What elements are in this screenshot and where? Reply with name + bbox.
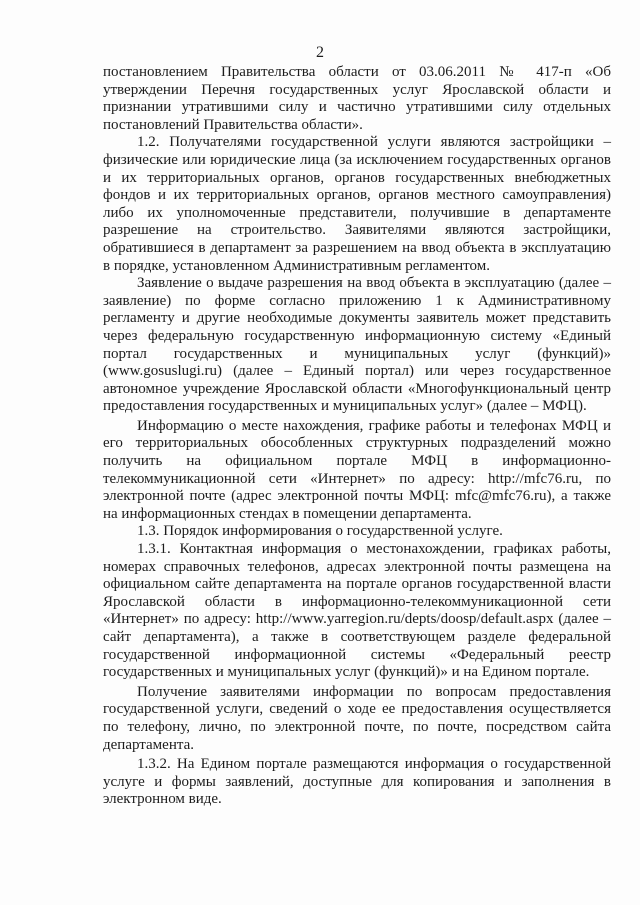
paragraph-1-3-2-portal: 1.3.2. На Едином портале размещаются информация о государственной услуге и формы заявлений, доступные для копирования и заполнения в электронном виде. (103, 756, 611, 808)
paragraph-application: Заявление о выдаче разрешения на ввод объекта в эксплуатацию (далее – заявление) по форме согласно приложению 1 к Административному регламенту и другие необходимые документы заявитель может представить через федеральную государственную информационную систему «Единый портал государственных и муниципальных услуг (функций)» (www.gosuslugi.ru) (далее – Единый портал) или через государственное автономное учреждение Ярославской области «Многофункциональный центр предоставления государственных и муниципальных услуг» (далее – МФЦ). (103, 275, 611, 415)
page-number: 2 (316, 44, 324, 61)
paragraph-continuation: постановлением Правительства области от 03.06.2011 № 417-п «Об утверждении Перечня государственных услуг Ярославской области и признании утратившими силу и частично утратившими силу отдельных постановлений Правительства области». (103, 64, 611, 133)
paragraph-information-receipt: Получение заявителями информации по вопросам предоставления государственной услуги, сведений о ходе ее предоставления осуществляется по телефону, лично, по электронной почте, по почте, посредством сайта департамента. (103, 683, 611, 753)
paragraph-1-2-recipients: 1.2. Получателями государственной услуги являются застройщики – физические или юридические лица (за исключением государственных органов и их территориальных органов, органов государственных внебюджетных фондов и их территориальных органов, органов местного самоуправления) либо их уполномоченные представители, получившие в департаменте разрешение на строительство. Заявителями являются застройщики, обратившиеся в департамент за разрешением на ввод объекта в эксплуатацию в порядке, установленном Административным регламентом. (103, 134, 611, 274)
paragraph-mfc-info: Информацию о месте нахождения, графике работы и телефонах МФЦ и его территориальных обособленных структурных подразделений можно получить на официальном портале МФЦ в информационно-телекоммуникационной сети «Интернет» по адресу: http://mfc76.ru, по электронной почте (адрес электронной почты МФЦ: mfc@mfc76.ru), а также на информационных стендах в помещении департамента. (103, 417, 611, 522)
paragraph-1-3-heading: 1.3. Порядок информирования о государственной услуге. (137, 523, 503, 540)
document-body (103, 64, 611, 809)
paragraph-1-3-1-contacts: 1.3.1. Контактная информация о местонахождении, графиках работы, номерах справочных телефонов, адресах электронной почты размещена на официальном сайте департамента на портале органов государственной власти Ярославской области в информационно-телекоммуникационной сети «Интернет» по адресу: http://www.yarregion.ru/depts/doosp/default.aspx (далее – сайт департамента), а также в соответствующем разделе федеральной государственной информационной системы «Федеральный реестр государственных и муниципальных услуг (функций)» и на Едином портале. (103, 541, 611, 681)
